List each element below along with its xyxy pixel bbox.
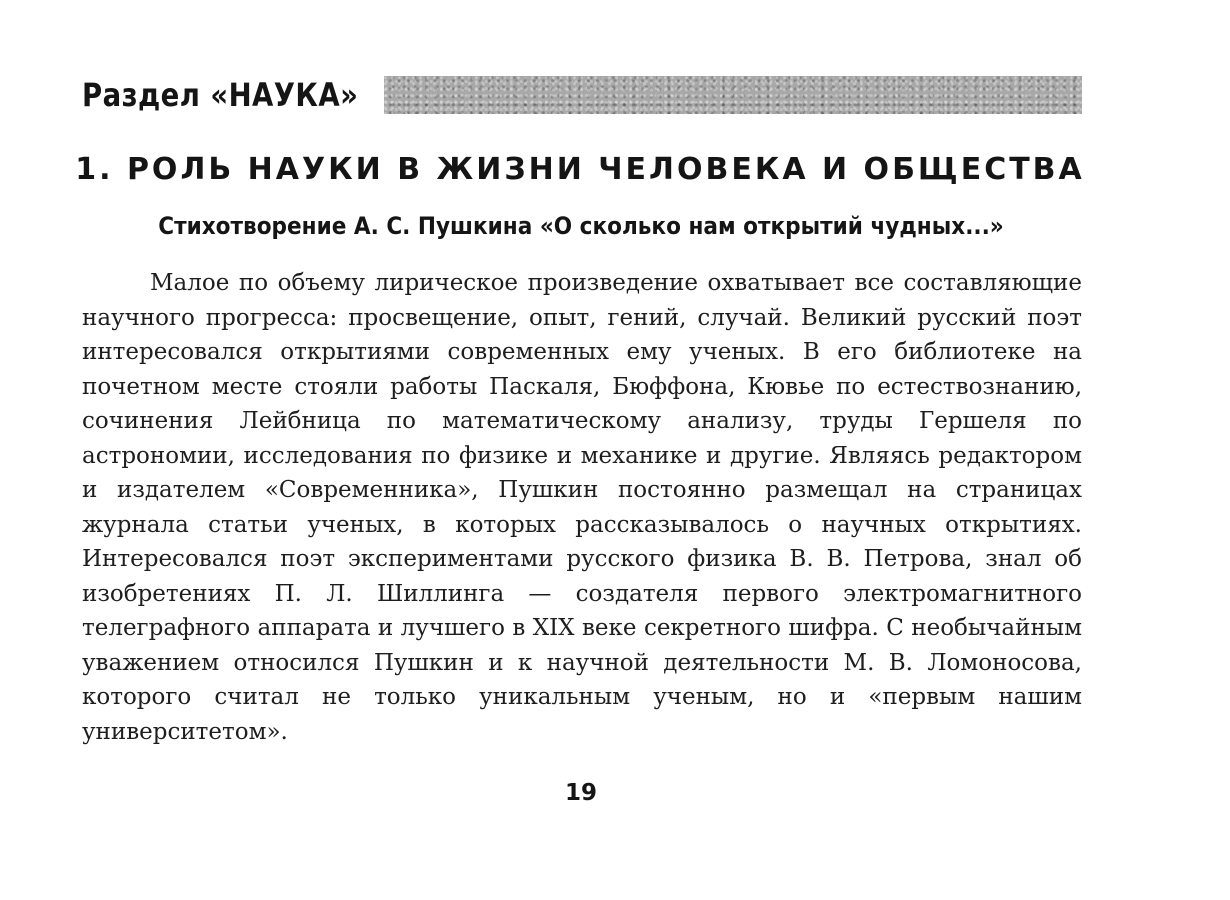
- page-number: 19: [564, 780, 597, 806]
- section-header: [82, 72, 1082, 118]
- chapter-title: 1. РОЛЬ НАУКИ В ЖИЗНИ ЧЕЛОВЕКА И ОБЩЕСТВА: [75, 152, 1085, 187]
- chapter-subtitle: Стихотворение А. С. Пушкина «О сколько нам открытий чудных...»: [158, 212, 1004, 240]
- body-paragraph: Малое по объему лирическое произведение охватывает все составляющие научного прогресса: просвещение, опыт, гений, случай. Великий русский поэт интересовался открытиями современных ему ученых. В его библиотеке на почетном месте стояли работы Паскаля, Бюффона, Кювье по естествознанию, сочинения Лейбница по математическому анализу, труды Гершеля по астрономии, исследования по физике и механике и другие. Являясь редактором и издателем «Современника», Пушкин постоянно размещал на страницах журнала статьи ученых, в которых рассказывалось о научных открытиях. Интересовался поэт экспериментами русского физика В. В. Петрова, знал об изобретениях П. Л. Шиллинга — создателя первого электромагнитного телеграфного аппарата и лучшего в XIX веке секретного шифра. С необычайным уважением относился Пушкин и к научной деятельности М. В. Ломоносова, которого считал не только уникальным ученым, но и «первым нашим университетом».: [82, 270, 1082, 745]
- section-title: Раздел «НАУКА»: [82, 76, 359, 114]
- section-header-bar: [384, 76, 1082, 114]
